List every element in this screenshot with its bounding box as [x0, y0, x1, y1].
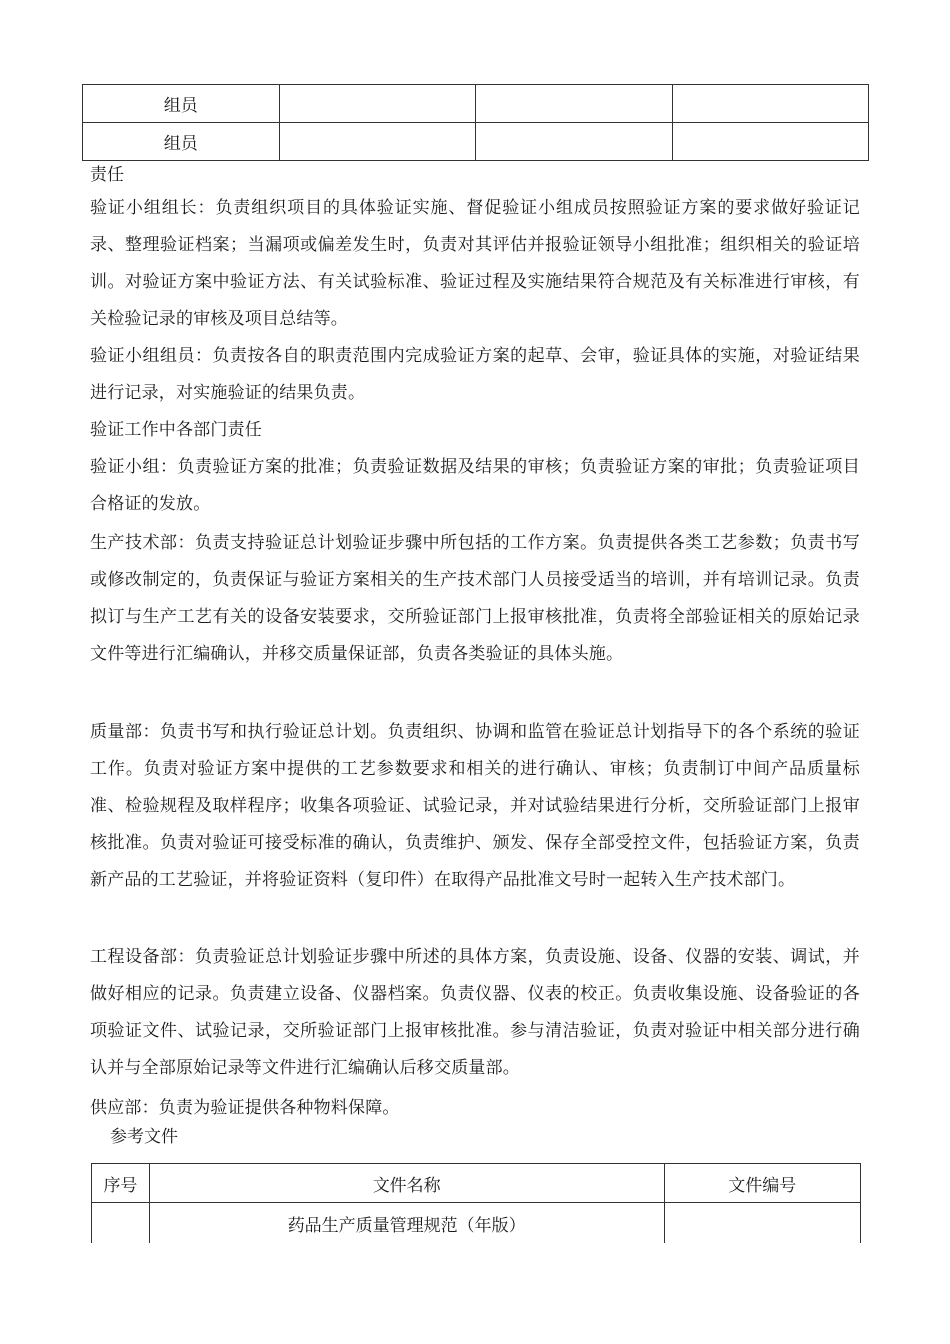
engineering-paragraph: 工程设备部：负责验证总计划验证步骤中所述的具体方案，负责设施、设备、仪器的安装、调试，并做好相应的记录。负责建立设备、仪器档案。负责仪器、仪表的校正。负责收集设施、设备验证的各项验证文件、试验记录，交所验证部门上报审核批准。参与清洁验证，负责对验证中相关部分进行确认并与全部原始记录等文件进行汇编确认后移交质量部。 [90, 947, 860, 1078]
table-cell [476, 123, 672, 161]
role-cell: 组员 [83, 123, 280, 161]
member-paragraph: 验证小组组员：负责按各自的职责范围内完成验证方案的起草、会审，验证具体的实施，对验证结果进行记录，对实施验证的结果负责。 [90, 346, 860, 403]
column-header: 序号 [92, 1164, 150, 1203]
table-cell [672, 85, 869, 123]
table-header-row [92, 1164, 861, 1203]
production-paragraph: 生产技术部：负责支持验证总计划验证步骤中所包括的工作方案。负责提供各类工艺参数；负责书写或修改制定的，负责保证与验证方案相关的生产技术部门人员接受适当的培训，并有培训记录。负责拟订与生产工艺有关的设备安装要求，交所验证部门上报审核批准，负责将全部验证相关的原始记录文件等进行汇编确认，并移交质量保证部，负责各类验证的具体头施。 [90, 533, 860, 664]
role-cell: 组员 [83, 85, 280, 123]
reference-heading: 参考文件 [110, 1127, 178, 1147]
table-row [83, 123, 869, 161]
supply-paragraph: 供应部：负责为验证提供各种物料保障。 [90, 1098, 400, 1118]
column-header: 文件名称 [149, 1164, 664, 1203]
department-heading: 验证工作中各部门责任 [90, 420, 262, 440]
leader-paragraph: 验证小组组长：负责组织项目的具体验证实施、督促验证小组成员按照验证方案的要求做好验证记录、整理验证档案；当漏项或偏差发生时，负责对其评估并报验证领导小组批准；组织相关的验证培训。对验证方案中验证方法、有关试验标准、验证过程及实施结果符合规范及有关标准进行审核，有关检验记录的审核及项目总结等。 [90, 198, 860, 329]
members-table [82, 84, 869, 161]
reference-table [91, 1163, 861, 1243]
table-cell [672, 123, 869, 161]
responsibility-heading: 责任 [90, 165, 124, 185]
quality-paragraph: 质量部：负责书写和执行验证总计划。负责组织、协调和监管在验证总计划指导下的各个系统的验证工作。负责对验证方案中提供的工艺参数要求和相关的进行确认、审核；负责制订中间产品质量标准、检验规程及取样程序；收集各项验证、试验记录，并对试验结果进行分析，交所验证部门上报审核批准。负责对验证可接受标准的确认，负责维护、颁发、保存全部受控文件，包括验证方案，负责新产品的工艺验证，并将验证资料（复印件）在取得产品批准文号时一起转入生产技术部门。 [90, 722, 860, 890]
table-cell [92, 1203, 150, 1244]
group-paragraph: 验证小组：负责验证方案的批准；负责验证数据及结果的审核；负责验证方案的审批；负责验证项目合格证的发放。 [90, 457, 860, 514]
table-cell: 药品生产质量管理规范（年版） [149, 1203, 664, 1244]
table-row [83, 85, 869, 123]
column-header: 文件编号 [664, 1164, 861, 1203]
table-cell [476, 85, 672, 123]
table-cell [279, 85, 475, 123]
table-cell [664, 1203, 861, 1244]
table-cell [279, 123, 475, 161]
table-row [92, 1203, 861, 1244]
